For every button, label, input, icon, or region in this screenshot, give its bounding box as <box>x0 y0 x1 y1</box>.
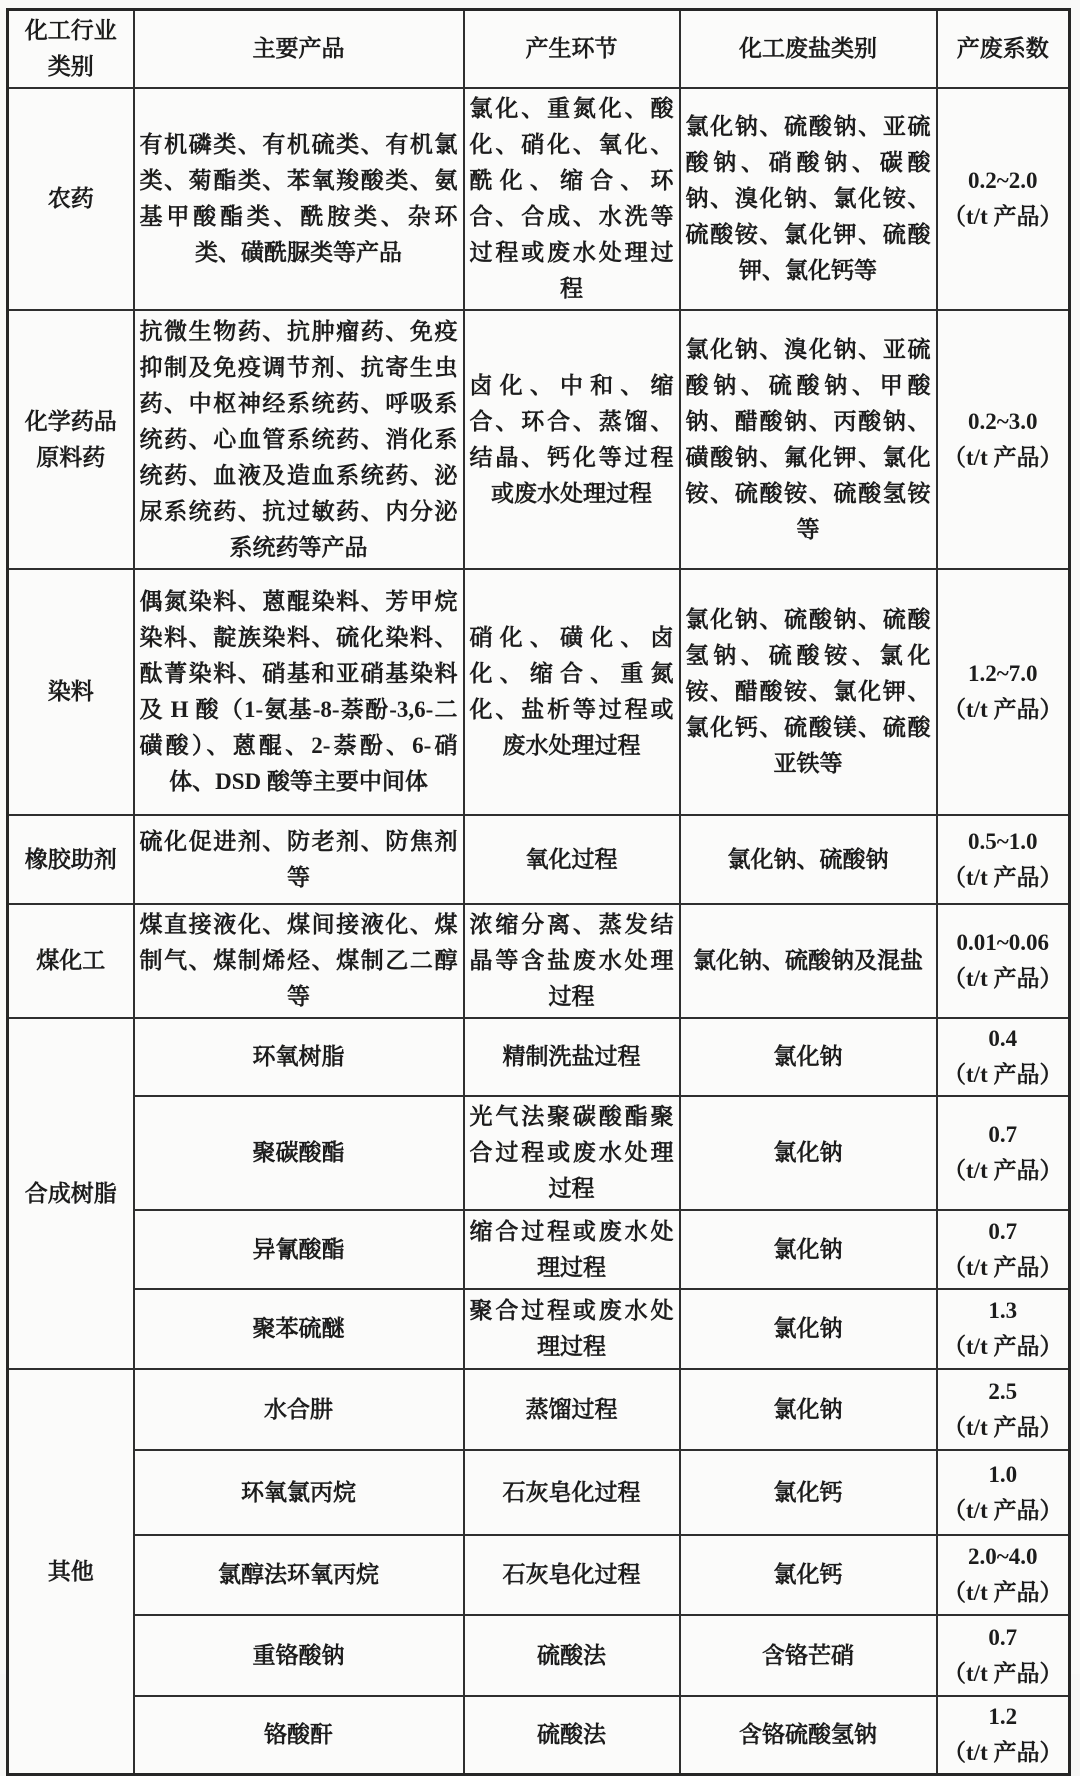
table-row <box>8 88 1070 310</box>
cell-category: 化学药品原料药 <box>8 310 134 569</box>
cell-salt: 氯化钠 <box>680 1018 937 1096</box>
table-row <box>8 1450 1070 1535</box>
coefficient-unit: （t/t 产品） <box>943 1414 1063 1440</box>
cell-process: 硫酸法 <box>464 1615 680 1696</box>
cell-coefficient <box>937 1450 1070 1535</box>
cell-salt: 含铬芒硝 <box>680 1615 937 1696</box>
coefficient-value: 2.5 <box>988 1378 1018 1404</box>
cell-products: 聚碳酸酯 <box>134 1096 464 1210</box>
coefficient-unit: （t/t 产品） <box>943 697 1063 722</box>
cell-products: 聚苯硫醚 <box>134 1289 464 1369</box>
coefficient-value: 2.0~4.0 <box>968 1544 1038 1569</box>
cell-process: 聚合过程或废水处理过程 <box>464 1289 680 1369</box>
cell-salt: 氯化钠、硫酸钠 <box>680 815 937 904</box>
table-row <box>8 815 1070 904</box>
coefficient-unit: （t/t 产品） <box>943 1580 1063 1605</box>
coefficient-value: 0.01~0.06 <box>956 930 1049 955</box>
cell-process: 石灰皂化过程 <box>464 1450 680 1535</box>
cell-products: 抗微生物药、抗肿瘤药、免疫抑制及免疫调节剂、抗寄生虫药、中枢神经系统药、呼吸系统药、心血管系统药、消化系统药、血液及造血系统药、泌尿系统药、抗过敏药、内分泌系统药等产品 <box>134 310 464 569</box>
header-waste-coefficient: 产废系数 <box>937 10 1070 89</box>
table-row <box>8 904 1070 1018</box>
table-row <box>8 1018 1070 1096</box>
cell-category: 煤化工 <box>8 904 134 1018</box>
coefficient-value: 1.0 <box>988 1461 1018 1487</box>
cell-products: 铬酸酐 <box>134 1696 464 1775</box>
cell-coefficient <box>937 88 1070 310</box>
coefficient-value: 0.2~2.0 <box>968 168 1038 193</box>
cell-products: 硫化促进剂、防老剂、防焦剂等 <box>134 815 464 904</box>
cell-coefficient <box>937 1210 1070 1289</box>
cell-coefficient <box>937 1535 1070 1615</box>
cell-products: 有机磷类、有机硫类、有机氯类、菊酯类、苯氧羧酸类、氨基甲酸酯类、酰胺类、杂环类、磺酰脲类等产品 <box>134 88 464 310</box>
cell-category: 染料 <box>8 569 134 815</box>
coefficient-value: 1.3 <box>988 1298 1018 1323</box>
coefficient-value: 0.7 <box>988 1624 1018 1650</box>
table-row <box>8 1615 1070 1696</box>
cell-products: 水合肼 <box>134 1369 464 1450</box>
cell-salt: 含铬硫酸氢钠 <box>680 1696 937 1775</box>
cell-coefficient <box>937 310 1070 569</box>
coefficient-unit: （t/t 产品） <box>943 966 1063 991</box>
coefficient-unit: （t/t 产品） <box>943 1740 1063 1765</box>
cell-process: 硫酸法 <box>464 1696 680 1775</box>
cell-coefficient <box>937 1018 1070 1096</box>
cell-coefficient <box>937 1289 1070 1369</box>
coefficient-unit: （t/t 产品） <box>943 864 1063 890</box>
cell-salt: 氯化钠、溴化钠、亚硫酸钠、硫酸钠、甲酸钠、醋酸钠、丙酸钠、磺酸钠、氟化钾、氯化铵、硫酸铵、硫酸氢铵等 <box>680 310 937 569</box>
table-row <box>8 1369 1070 1450</box>
table-row <box>8 1535 1070 1615</box>
coefficient-unit: （t/t 产品） <box>943 204 1063 229</box>
table-row <box>8 569 1070 815</box>
cell-category-other: 其他 <box>8 1369 134 1775</box>
table-header-row <box>8 10 1070 89</box>
cell-products: 异氰酸酯 <box>134 1210 464 1289</box>
table-row <box>8 310 1070 569</box>
cell-process: 石灰皂化过程 <box>464 1535 680 1615</box>
header-waste-salt-category: 化工废盐类别 <box>680 10 937 89</box>
waste-salt-table <box>6 8 1071 1776</box>
table-row <box>8 1289 1070 1369</box>
cell-products: 氯醇法环氧丙烷 <box>134 1535 464 1615</box>
cell-salt: 氯化钠 <box>680 1369 937 1450</box>
cell-products: 煤直接液化、煤间接液化、煤制气、煤制烯烃、煤制乙二醇等 <box>134 904 464 1018</box>
cell-process: 硝化、磺化、卤化、缩合、重氮化、盐析等过程或废水处理过程 <box>464 569 680 815</box>
cell-salt: 氯化钙 <box>680 1535 937 1615</box>
cell-salt: 氯化钠 <box>680 1210 937 1289</box>
cell-salt: 氯化钠、硫酸钠及混盐 <box>680 904 937 1018</box>
cell-process: 浓缩分离、蒸发结晶等含盐废水处理过程 <box>464 904 680 1018</box>
coefficient-value: 1.2 <box>988 1704 1018 1729</box>
header-generation-stage: 产生环节 <box>464 10 680 89</box>
cell-process: 氧化过程 <box>464 815 680 904</box>
coefficient-unit: （t/t 产品） <box>943 1158 1063 1183</box>
cell-products: 环氧氯丙烷 <box>134 1450 464 1535</box>
header-industry-category: 化工行业类别 <box>8 10 134 89</box>
coefficient-unit: （t/t 产品） <box>943 444 1063 470</box>
coefficient-unit: （t/t 产品） <box>943 1062 1063 1087</box>
cell-coefficient <box>937 1696 1070 1775</box>
cell-coefficient <box>937 904 1070 1018</box>
cell-coefficient <box>937 1096 1070 1210</box>
table-row <box>8 1096 1070 1210</box>
cell-salt: 氯化钠 <box>680 1096 937 1210</box>
coefficient-value: 0.5~1.0 <box>968 828 1038 854</box>
coefficient-value: 0.4 <box>988 1026 1018 1051</box>
cell-coefficient <box>937 815 1070 904</box>
table-row <box>8 1210 1070 1289</box>
cell-products: 重铬酸钠 <box>134 1615 464 1696</box>
cell-salt: 氯化钠、硫酸钠、硫酸氢钠、硫酸铵、氯化铵、醋酸铵、氯化钾、氯化钙、硫酸镁、硫酸亚铁等 <box>680 569 937 815</box>
cell-products: 环氧树脂 <box>134 1018 464 1096</box>
cell-products: 偶氮染料、蒽醌染料、芳甲烷染料、靛族染料、硫化染料、酞菁染料、硝基和亚硝基染料及 H 酸（1-氨基-8-萘酚-3,6-二磺酸）、蒽醌、2-萘酚、6-硝体、DSD 酸等主要中间体 <box>134 569 464 815</box>
coefficient-unit: （t/t 产品） <box>943 1334 1063 1359</box>
cell-coefficient <box>937 569 1070 815</box>
cell-coefficient <box>937 1369 1070 1450</box>
cell-process: 氯化、重氮化、酸化、硝化、氧化、酰化、缩合、环合、合成、水洗等过程或废水处理过程 <box>464 88 680 310</box>
cell-process: 缩合过程或废水处理过程 <box>464 1210 680 1289</box>
coefficient-value: 1.2~7.0 <box>968 661 1038 686</box>
coefficient-unit: （t/t 产品） <box>943 1254 1063 1280</box>
cell-category: 农药 <box>8 88 134 310</box>
coefficient-value: 0.2~3.0 <box>968 408 1038 434</box>
coefficient-unit: （t/t 产品） <box>943 1660 1063 1686</box>
coefficient-unit: （t/t 产品） <box>943 1497 1063 1523</box>
table-row <box>8 1696 1070 1775</box>
cell-category-synthetic-resin: 合成树脂 <box>8 1018 134 1369</box>
cell-salt: 氯化钙 <box>680 1450 937 1535</box>
cell-process: 蒸馏过程 <box>464 1369 680 1450</box>
cell-category: 橡胶助剂 <box>8 815 134 904</box>
coefficient-value: 0.7 <box>988 1122 1018 1147</box>
coefficient-value: 0.7 <box>988 1218 1018 1244</box>
cell-salt: 氯化钠 <box>680 1289 937 1369</box>
cell-coefficient <box>937 1615 1070 1696</box>
cell-process: 卤化、中和、缩合、环合、蒸馏、结晶、钙化等过程或废水处理过程 <box>464 310 680 569</box>
header-main-products: 主要产品 <box>134 10 464 89</box>
cell-process: 精制洗盐过程 <box>464 1018 680 1096</box>
cell-salt: 氯化钠、硫酸钠、亚硫酸钠、硝酸钠、碳酸钠、溴化钠、氯化铵、硫酸铵、氯化钾、硫酸钾、氯化钙等 <box>680 88 937 310</box>
cell-process: 光气法聚碳酸酯聚合过程或废水处理过程 <box>464 1096 680 1210</box>
